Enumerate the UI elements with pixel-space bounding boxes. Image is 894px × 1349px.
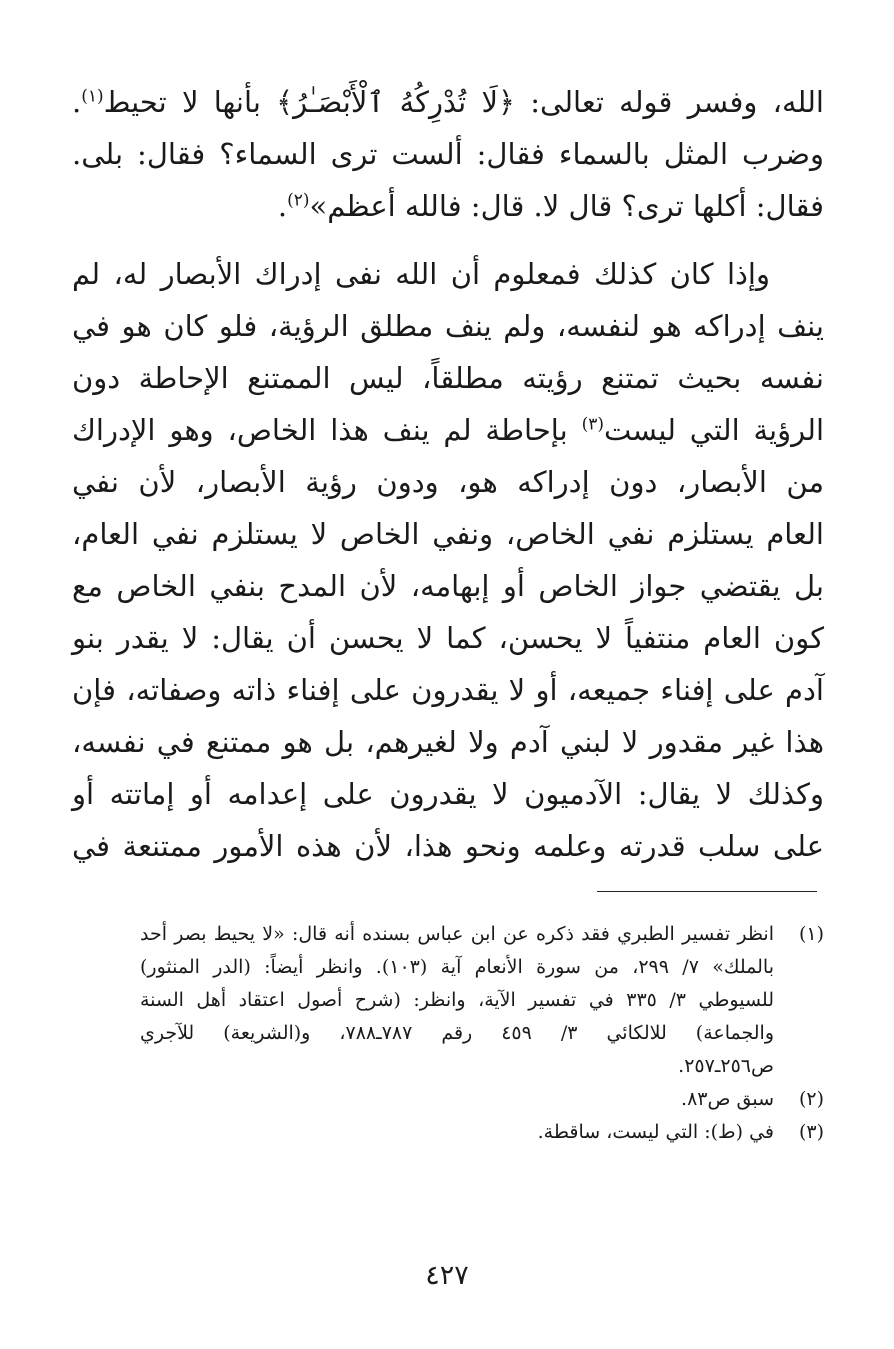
text-line: من الأبصار، دون إدراكه هو، ودون رؤية الأبصار، لأن نفي [72,465,824,499]
text-line: الرؤية التي ليست$^{(٣)}$ بإحاطة لم ينف هذا الخاص، وهو الإدراك [72,413,825,447]
footnote-3 [140,1116,824,1149]
footnote-text: في (ط): التي ليست، ساقطة. [537,1121,774,1143]
footnote-number: (٢) [798,1088,824,1110]
footnote-text: انظر تفسير الطبري فقد ذكره عن ابن عباس بسنده أنه قال: «لا يحيط بصر أحد بالملك» ٧/ ٢٩٩، من سورة الأنعام آية (١٠٣). وانظر أيضاً: (الدر المنثور) للسيوطي ٣/ ٣٣٥ في تفسير الآية، وانظر: (شرح أصول اعتقاد أهل السنة والجماعة) للالكائي ٣/ ٤٥٩ رقم ٧٨٧ـ٧٨٨، و(الشريعة) للآجري ص٢٥٦ـ٢٥٧. [140,923,774,1077]
main-text [72,76,824,872]
footnote-ref: (١) [81,86,104,107]
footnote-2 [140,1083,824,1116]
footnote-number: (١) [798,923,824,945]
footnotes [140,918,824,1149]
text-line: الله، وفسر قوله تعالى: ﴿لَا تُدْرِكُهُ ٱلْأَبْصَـٰرُ﴾ بأنها لا تحيط$^{(١)}$. [72,85,824,119]
paragraph-2 [72,248,824,872]
text-line: كون العام منتفياً لا يحسن، كما لا يحسن أن يقال: لا يقدر بنو [72,621,824,655]
text-line: آدم على إفناء جميعه، أو لا يقدرون على إفناء ذاته وصفاته، فإن [72,673,824,707]
text-line: ينف إدراكه هو لنفسه، ولم ينف مطلق الرؤية، فلو كان هو في [72,309,824,343]
footnote-number: (٣) [798,1121,824,1143]
text-line: هذا غير مقدور لا لبني آدم ولا لغيرهم، بل هو ممتنع في نفسه، [72,725,824,759]
footnote-text: سبق ص٨٣. [681,1088,774,1110]
text-line: وكذلك لا يقال: الآدميون لا يقدرون على إعدامه أو إماتته أو [72,777,824,811]
footnote-1 [140,918,824,1083]
page-number: ٤٢٧ [425,1260,469,1291]
paragraph-1 [72,76,824,232]
text-line: فقال: أكلها ترى؟ قال لا. قال: فالله أعظم»$^{(٢)}$. [277,189,824,223]
text-line: بل يقتضي جواز الخاص أو إبهامه، لأن المدح بنفي الخاص مع [72,569,824,603]
paragraph-gap [72,232,824,248]
text-line: العام يستلزم نفي الخاص، ونفي الخاص لا يستلزم نفي العام، [72,517,824,551]
footnote-divider [597,891,817,892]
footnote-ref: (٢) [287,190,310,211]
text-line: على سلب قدرته وعلمه ونحو هذا، لأن هذه الأمور ممتنعة في [72,829,824,863]
footnote-ref: (٣) [581,414,604,435]
text-line: وضرب المثل بالسماء فقال: ألست ترى السماء؟ فقال: بلى. [72,137,824,171]
text-line: نفسه بحيث تمتنع رؤيته مطلقاً، ليس الممتنع الإحاطة دون [72,361,824,395]
text-line: وإذا كان كذلك فمعلوم أن الله نفى إدراك الأبصار له، لم [72,257,770,291]
